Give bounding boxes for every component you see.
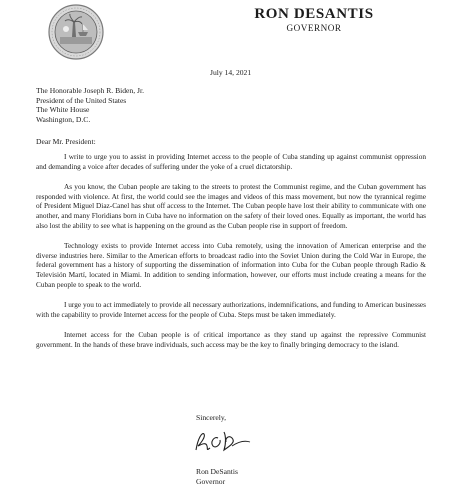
recipient-address: [36, 86, 144, 124]
recipient-line: President of the United States: [36, 95, 127, 105]
recipient-line: The Honorable Joseph R. Biden, Jr.: [36, 86, 144, 95]
signature-icon: [192, 428, 254, 456]
state-seal-icon: [48, 4, 104, 60]
body-paragraph: Technology exists to provide Internet access into Cuba remotely, using the innovation of American enterprise and the diverse industries here. Similar to the American efforts to broadcast radio into the Soviet Union during the Cold War in Europe, the federal government has a history of supporting the dissemination of information into Cuba for the Cuban people through Radio & Televisión Martí, located in Miami. In addition to sending information, however, our efforts must include creating a means for the Cuban people to speak to the world.: [36, 241, 426, 289]
body-paragraph: Internet access for the Cuban people is of critical importance as they stand up against the repressive Communist government. In the hands of these brave individuals, such access may be the key to finally bringing democracy to the island.: [36, 330, 426, 349]
letter-body: [36, 152, 426, 361]
signer-block: [196, 467, 238, 486]
body-paragraph: I urge you to act immediately to provide all necessary authorizations, indemnifications, and funding to American businesses with the capability to provide Internet access for the people of Cuba. Steps must be taken immediately.: [36, 300, 426, 319]
letter-date: July 14, 2021: [210, 68, 252, 77]
closing: Sincerely,: [196, 413, 227, 422]
signer-title: Governor: [196, 476, 226, 486]
recipient-line: The White House: [36, 105, 90, 115]
recipient-line: Washington, D.C.: [36, 114, 91, 124]
body-paragraph: As you know, the Cuban people are taking to the streets to protest the Communist regime, and the Cuban government has responded with violence. At first, the world could see the images and videos of this mass movement, but now the tyrannical regime of President Miguel Diaz-Canel has shut off access to the Internet. The Cuban people have lost their ability to communicate with one another, and many Floridians born in Cuba have no information on the safety of their loved ones. Equally as important, the world has also lost the ability to see what is happening on the ground as the Cuban people rise in support of freedom.: [36, 182, 426, 230]
governor-title: GOVERNOR: [286, 23, 342, 33]
salutation: Dear Mr. President:: [36, 137, 96, 146]
governor-name: RON DESANTIS: [254, 6, 374, 22]
letterhead: [166, 6, 436, 34]
body-paragraph: I write to urge you to assist in providing Internet access to the people of Cuba standing up against communist oppression and demanding a voice after decades of suffering under the yoke of a cruel dictatorship.: [36, 152, 426, 171]
signer-name: Ron DeSantis: [196, 467, 238, 476]
